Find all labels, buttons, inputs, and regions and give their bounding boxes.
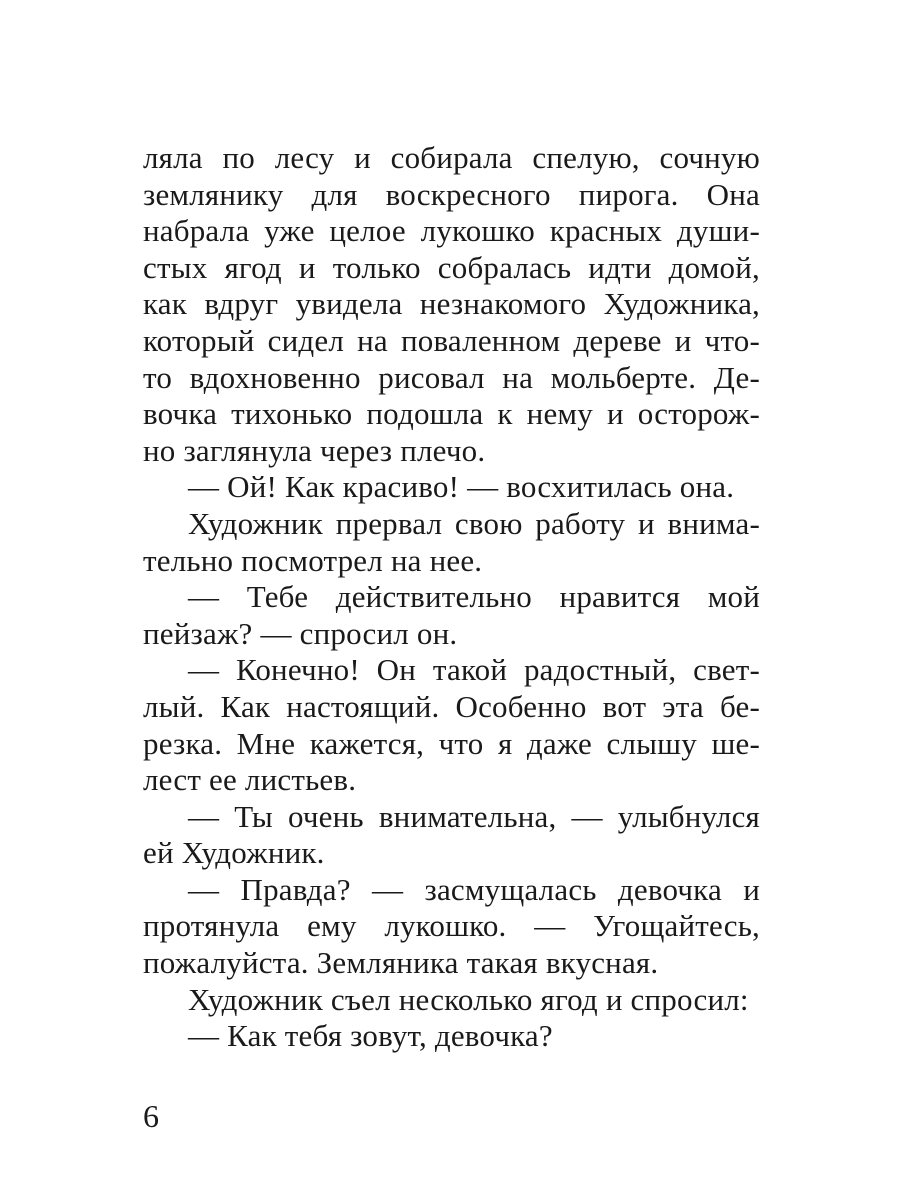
text-line: землянику для воскресного пирога. Она (143, 176, 760, 212)
text-line: — Ой! Как красиво! — восхитилась она. (188, 469, 735, 505)
text-line: как вдруг увидела незнакомого Художника, (143, 286, 760, 322)
text-line: Художник съел несколько ягод и спросил: (188, 981, 749, 1017)
body-text (143, 140, 760, 1055)
text-line: — Как тебя зовут, девочка? (188, 1018, 553, 1054)
text-line: — Правда? — засмущалась девочка и (188, 871, 760, 907)
paragraph (143, 872, 760, 982)
text-line: лест ее листьев. (143, 762, 357, 798)
text-line: пожалуйста. Земляника такая вкусная. (143, 945, 659, 981)
text-line: ляла по лесу и собирала спелую, сочную (143, 140, 760, 175)
paragraph (143, 799, 760, 872)
text-line: пейзаж? — спросил он. (143, 615, 458, 651)
text-line: но заглянула через плечо. (143, 432, 486, 468)
paragraph (143, 652, 760, 798)
text-line: — Конечно! Он такой радостный, свет- (188, 652, 760, 688)
paragraph (143, 140, 760, 469)
paragraph (143, 469, 760, 506)
text-line: то вдохновенно рисовал на мольберте. Де- (143, 359, 760, 395)
text-line: резка. Мне кажется, что я даже слышу ше- (143, 725, 760, 761)
paragraph (143, 579, 760, 652)
text-line: который сидел на поваленном дереве и что- (143, 322, 760, 358)
text-line: набрала уже целое лукошко красных души- (143, 213, 760, 249)
text-line: протянула ему лукошко. — Угощайтесь, (143, 908, 760, 944)
page-number: 6 (143, 1098, 159, 1134)
text-line: — Тебе действительно нравится мой (188, 579, 760, 615)
text-line: тельно посмотрел на нее. (143, 542, 483, 578)
text-line: Художник прервал свою работу и внима- (188, 505, 760, 541)
text-line: ей Художник. (143, 835, 325, 871)
paragraph (143, 1018, 760, 1055)
text-line: — Ты очень внимательна, — улыбнулся (188, 798, 760, 834)
text-line: лый. Как настоящий. Особенно вот эта бе- (143, 688, 760, 724)
paragraph (143, 506, 760, 579)
text-line: стых ягод и только собралась идти домой, (143, 249, 760, 285)
paragraph (143, 982, 760, 1019)
text-line: вочка тихонько подошла к нему и осторож- (143, 396, 760, 432)
